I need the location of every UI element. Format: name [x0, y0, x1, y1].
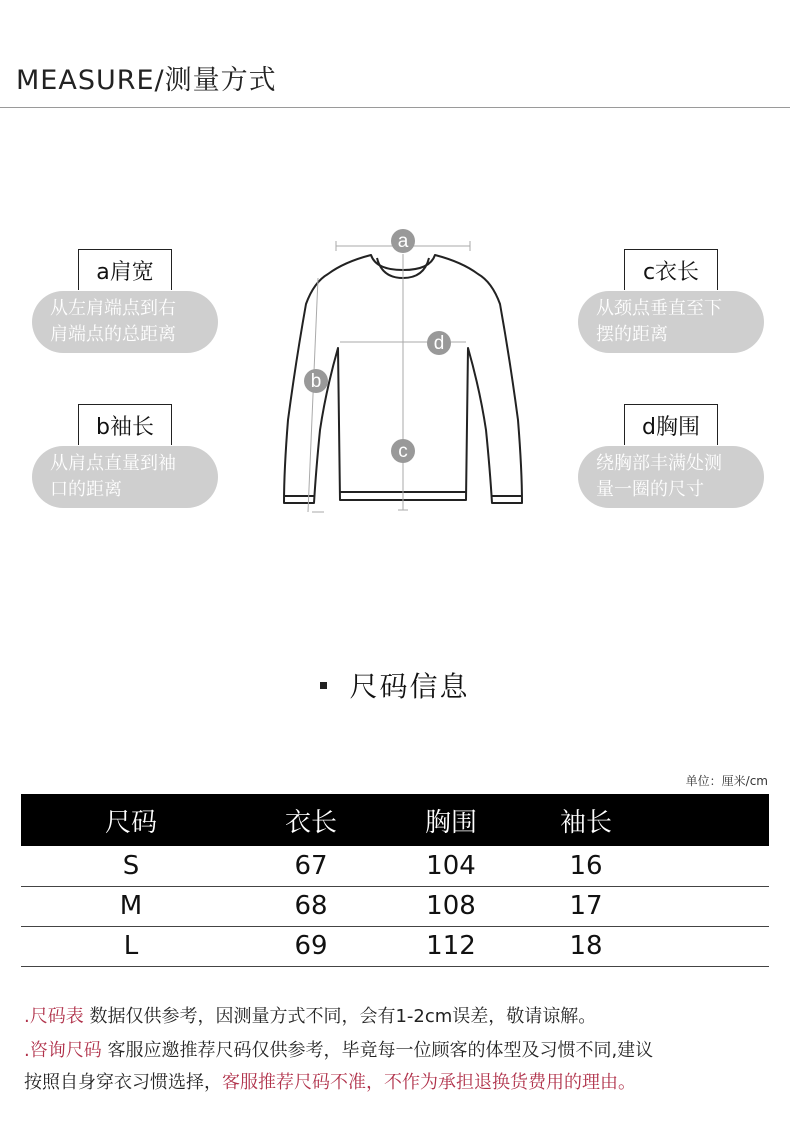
header-chest: 胸围: [424, 807, 477, 838]
cell-empty: [651, 886, 769, 926]
marker-a: [391, 229, 415, 253]
marker-a-letter: a: [397, 231, 409, 252]
cell-size: S: [21, 846, 241, 886]
desc-body-length: 从颈点垂直至下 摆的距离: [578, 291, 764, 353]
note-choose: [24, 1068, 636, 1094]
marker-c-letter: c: [398, 441, 408, 462]
size-table: [21, 794, 769, 967]
title-divider: [0, 107, 790, 108]
table-row: [21, 886, 769, 926]
header-size: 尺码: [104, 807, 157, 838]
bullet-icon: [320, 682, 327, 689]
cell-empty: [651, 926, 769, 966]
header-length: 衣长: [284, 807, 337, 838]
cell-length: 68: [241, 886, 381, 926]
cell-length: 67: [241, 846, 381, 886]
header-empty: [651, 794, 769, 846]
desc-chest: 绕胸部丰满处测 量一圈的尺寸: [578, 446, 764, 508]
note-3-warning: 客服推荐尺码不准，不作为承担退换货费用的理由。: [222, 1072, 636, 1093]
cell-length: 69: [241, 926, 381, 966]
page-title: MEASURE/测量方式: [16, 65, 277, 96]
label-shoulder-width: a肩宽: [78, 249, 172, 290]
size-info-heading: [0, 665, 790, 705]
marker-b: [304, 369, 328, 393]
cell-empty: [651, 846, 769, 886]
cell-chest: 108: [381, 886, 521, 926]
sweater-diagram: [270, 220, 530, 525]
note-size-table: [24, 1002, 596, 1028]
desc-sleeve-length: 从肩点直量到袖 口的距离: [32, 446, 218, 508]
size-table-header: [21, 794, 769, 846]
unit-note: 单位：厘米/cm: [685, 774, 768, 788]
label-sleeve-length: b袖长: [78, 404, 172, 445]
marker-c: [391, 439, 415, 463]
table-row: [21, 846, 769, 886]
cell-sleeve: 17: [521, 886, 651, 926]
note-2-prefix: .咨询尺码: [24, 1040, 102, 1061]
desc-shoulder-width: 从左肩端点到右 肩端点的总距离: [32, 291, 218, 353]
note-2-text: 客服应邀推荐尺码仅供参考，毕竟每一位顾客的体型及习惯不同,建议: [101, 1040, 654, 1061]
size-info-title: 尺码信息: [349, 670, 470, 703]
label-body-length: c衣长: [624, 249, 718, 290]
header-sleeve: 袖长: [559, 807, 612, 838]
cell-chest: 104: [381, 846, 521, 886]
cell-size: L: [21, 926, 241, 966]
note-3-text: 按照自身穿衣习惯选择，: [24, 1072, 222, 1093]
marker-d-letter: d: [433, 333, 445, 354]
cell-size: M: [21, 886, 241, 926]
marker-d: [427, 331, 451, 355]
note-1-prefix: .尺码表: [24, 1006, 84, 1027]
label-chest: d胸围: [624, 404, 718, 445]
note-consult: [24, 1036, 653, 1062]
body-length-line: [398, 254, 408, 510]
cell-sleeve: 18: [521, 926, 651, 966]
cell-sleeve: 16: [521, 846, 651, 886]
table-row: [21, 926, 769, 966]
note-1-text: 数据仅供参考，因测量方式不同，会有1-2cm误差，敬请谅解。: [83, 1006, 597, 1027]
cell-chest: 112: [381, 926, 521, 966]
marker-b-letter: b: [310, 371, 322, 392]
